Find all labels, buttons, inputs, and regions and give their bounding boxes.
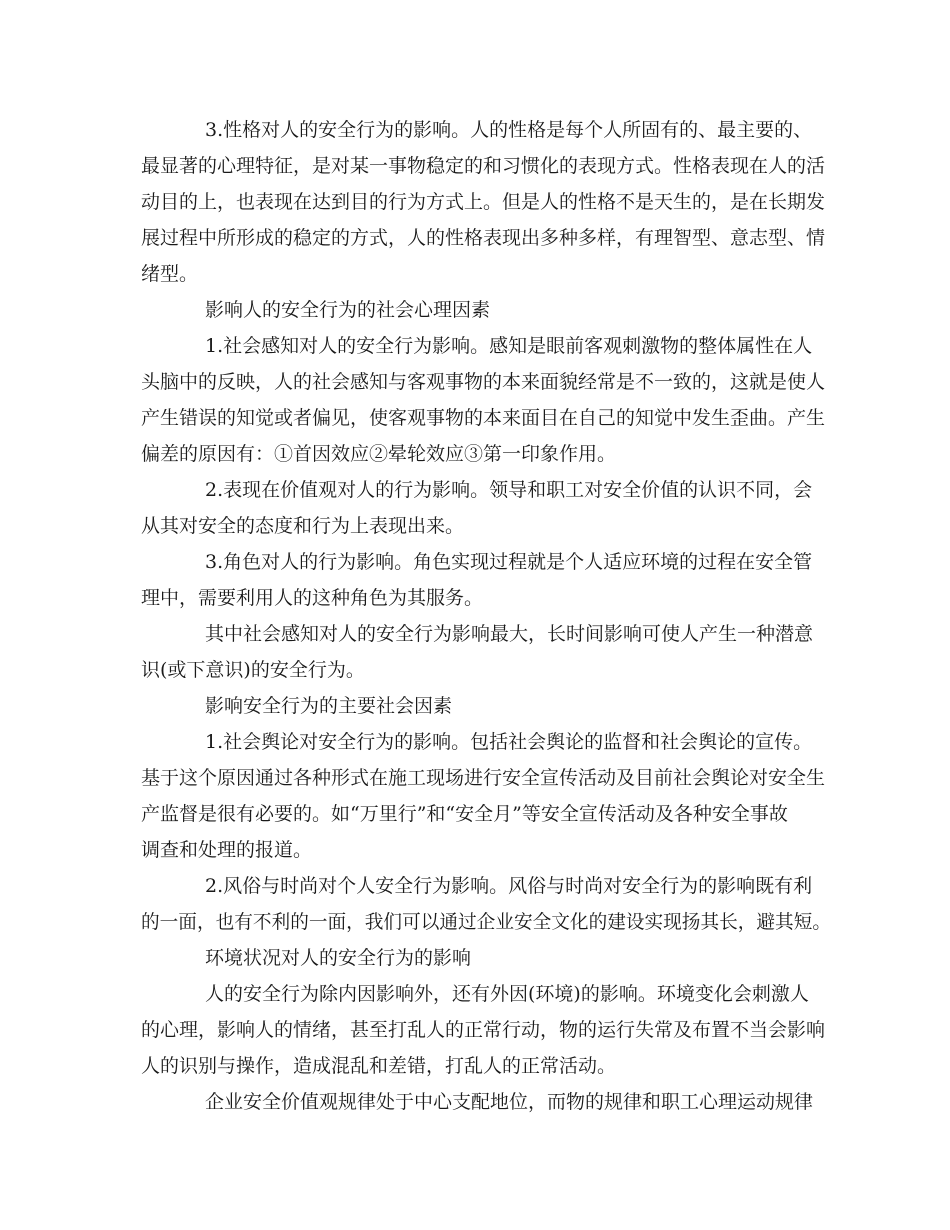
text-line: 企业安全价值观规律处于中心支配地位，而物的规律和职工心理运动规律 bbox=[205, 1091, 814, 1113]
text-line: 3.性格对人的安全行为的影响。人的性格是每个人所固有的、最主要的、 bbox=[205, 119, 813, 141]
text-line: 的一面，也有不利的一面，我们可以通过企业安全文化的建设实现扬其长，避其短。 bbox=[141, 911, 832, 933]
text-line: 2.表现在价值观对人的行为影响。领导和职工对安全价值的认识不同，会 bbox=[205, 479, 813, 501]
section-heading: 环境状况对人的安全行为的影响 bbox=[205, 947, 472, 969]
section-heading: 影响安全行为的主要社会因素 bbox=[205, 695, 453, 717]
text-line: 产监督是很有必要的。如“万里行”和“安全月”等安全宣传活动及各种安全事故 bbox=[141, 803, 788, 825]
text-line: 其中社会感知对人的安全行为影响最大，长时间影响可使人产生一种潜意 bbox=[205, 623, 814, 645]
text-line: 产生错误的知觉或者偏见，使客观事物的本来面目在自己的知觉中发生歪曲。产生 bbox=[141, 407, 826, 429]
text-line: 绪型。 bbox=[141, 263, 199, 285]
text-line: 2.风俗与时尚对个人安全行为影响。风俗与时尚对安全行为的影响既有利 bbox=[205, 875, 813, 897]
text-line: 人的识别与操作，造成混乱和差错，打乱人的正常活动。 bbox=[141, 1055, 617, 1077]
text-line: 动目的上，也表现在达到目的行为方式上。但是人的性格不是天生的，是在长期发 bbox=[141, 191, 826, 213]
text-line: 调查和处理的报道。 bbox=[141, 839, 313, 861]
text-line: 1.社会舆论对安全行为的影响。包括社会舆论的监督和社会舆论的宣传。 bbox=[205, 731, 813, 753]
text-line: 最显著的心理特征，是对某一事物稳定的和习惯化的表现方式。性格表现在人的活 bbox=[141, 155, 826, 177]
text-line: 头脑中的反映，人的社会感知与客观事物的本来面貌经常是不一致的，这就是使人 bbox=[141, 371, 826, 393]
text-line: 1.社会感知对人的安全行为影响。感知是眼前客观刺激物的整体属性在人 bbox=[205, 335, 813, 357]
text-line: 从其对安全的态度和行为上表现出来。 bbox=[141, 515, 465, 537]
section-heading: 影响人的安全行为的社会心理因素 bbox=[205, 299, 491, 321]
text-line: 识(或下意识)的安全行为。 bbox=[141, 659, 365, 681]
text-line: 人的安全行为除内因影响外，还有外因(环境)的影响。环境变化会刺激人 bbox=[205, 983, 809, 1005]
text-line: 展过程中所形成的稳定的方式，人的性格表现出多种多样，有理智型、意志型、情 bbox=[141, 227, 826, 249]
text-line: 偏差的原因有：①首因效应②晕轮效应③第一印象作用。 bbox=[141, 443, 617, 465]
text-line: 的心理，影响人的情绪，甚至打乱人的正常行动，物的运行失常及布置不当会影响 bbox=[141, 1019, 826, 1041]
text-line: 理中，需要利用人的这种角色为其服务。 bbox=[141, 587, 484, 609]
text-line: 基于这个原因通过各种形式在施工现场进行安全宣传活动及目前社会舆论对安全生 bbox=[141, 767, 826, 789]
text-line: 3.角色对人的行为影响。角色实现过程就是个人适应环境的过程在安全管 bbox=[205, 551, 813, 573]
